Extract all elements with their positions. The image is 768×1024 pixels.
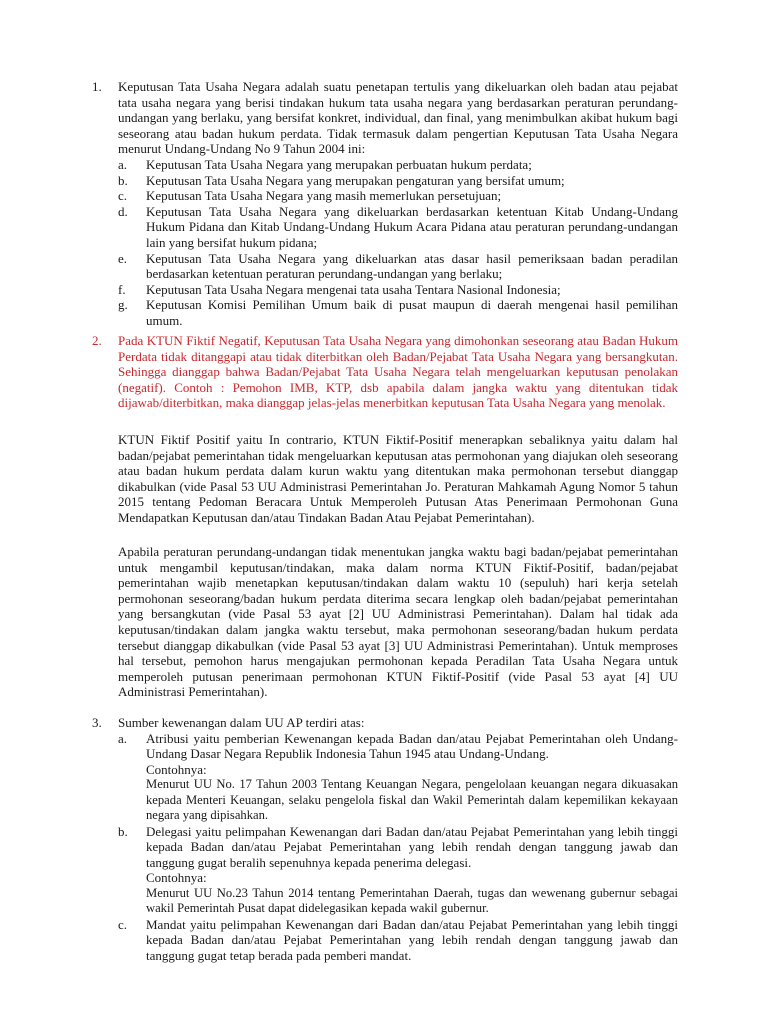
example-label: Contohnya:: [146, 761, 207, 777]
list-item-2: [92, 333, 678, 411]
sub-item-1e: e. Keputusan Tata Usaha Negara yang dikeluarkan atas dasar hasil pemeriksaan badan peradilan berdasarkan ketentuan peraturan perundang-undangan yang berlaku;: [118, 250, 678, 282]
item-number: 2.: [92, 333, 102, 348]
ktun-fiktif-positif-paragraph: KTUN Fiktif Positif yaitu In contrario, KTUN Fiktif-Positif menerapkan sebaliknya yaitu dalam hal badan/pejabat pemerintahan tidak mengeluarkan keputusan atas permohonan yang diajukan oleh seseorang atau badan hukum perdata dalam kurun waktu yang ditentukan maka permohonan tersebut dianggap dikabulkan (vide Pasal 53 UU Administrasi Pemerintahan Jo. Peraturan Mahkamah Agung Nomor 5 tahun 2015 tentang Pedoman Beracara Untuk Memperoleh Putusan Atas Penerimaan Permohonan Guna Mendapatkan Keputusan dan/atau Tindakan Badan Atau Pejabat Pemerintahan).: [118, 432, 678, 525]
item-number: 1.: [92, 79, 102, 94]
sub-item-3b: b. Delegasi yaitu pelimpahan Kewenangan dari Badan dan/atau Pejabat Pemerintahan yang lebih tinggi kepada Badan dan/atau Pejabat Pemerintahan yang lebih rendah dengan tanggung jawab dan tanggung gugat beralih sepenuhnya kepada penerima delegasi.: [118, 823, 678, 870]
item-3-intro: Sumber kewenangan dalam UU AP terdiri atas:: [118, 715, 365, 730]
example-text: Menurut UU No. 17 Tahun 2003 Tentang Keuangan Negara, pengelolaan keuangan negara dikuasakan kepada Menteri Keuangan, selaku pengelola fiskal dan Wakil Pemerintah dalam kepemilikan kekayaan negara yang dipisahkan.: [146, 777, 678, 823]
sub-item-3a: a. Atribusi yaitu pemberian Kewenangan kepada Badan dan/atau Pejabat Pemerintahan oleh Undang- Undang Dasar Negara Republik Indonesia Tahun 1945 atau Undang-Undang.: [118, 730, 678, 762]
sub-item-1g: g. Keputusan Komisi Pemilihan Umum baik di pusat maupun di daerah mengenai hasil pemilihan umum.: [118, 297, 678, 328]
ktun-fiktif-positif-block: [92, 432, 678, 526]
sub-item-1a: a. Keputusan Tata Usaha Negara yang merupakan perbuatan hukum perdata;: [118, 156, 532, 172]
sub-item-1f: f. Keputusan Tata Usaha Negara mengenai tata usaha Tentara Nasional Indonesia;: [118, 281, 561, 297]
sub-item-3c: c. Mandat yaitu pelimpahan Kewenangan dari Badan dan/atau Pejabat Pemerintahan yang lebih tinggi kepada Badan dan/atau Pejabat Pemerintahan yang lebih rendah dengan tanggung jawab dan tanggung gugat tetap berada pada pemberi mandat.: [118, 916, 678, 963]
jangka-waktu-paragraph: Apabila peraturan perundang-undangan tidak menentukan jangka waktu bagi badan/pejabat pemerintahan untuk mengambil keputusan/tindakan, maka dalam norma KTUN Fiktif-Positif, badan/pejabat pemerintahan wajib menetapkan keputusan/tindakan dalam waktu 10 (sepuluh) hari kerja setelah permohonan seseorang/badan hukum perdata diterima secara lengkap oleh badan/pejabat pemerintahan yang bersangkutan (vide Pasal 53 ayat [2] UU Administrasi Pemerintahan). Dalam hal tidak ada keputusan/tindakan dalam jangka waktu tersebut, maka permohonan seseorang/badan hukum perdata tersebut dianggap dikabulkan (vide Pasal 53 ayat [3] UU Administrasi Pemerintahan). Untuk memproses hal tersebut, pemohon harus mengajukan permohonan kepada Peradilan Tata Usaha Negara untuk memperoleh putusan penerimaan permohonan KTUN Fiktif-Positif (vide Pasal 53 ayat [4] UU Administrasi Pemerintahan).: [118, 544, 678, 700]
sub-item-1d: d. Keputusan Tata Usaha Negara yang dikeluarkan berdasarkan ketentuan Kitab Undang-Undang Hukum Pidana dan Kitab Undang-Undang Hukum Acara Pidana atau peraturan perundang-undangan lain yang bersifat hukum pidana;: [118, 203, 678, 250]
item-1-intro: Keputusan Tata Usaha Negara adalah suatu penetapan tertulis yang dikeluarkan oleh badan atau pejabat tata usaha negara yang berisi tindakan hukum tata usaha negara yang berdasarkan peraturan perundang-undangan yang berlaku, yang bersifat konkret, individual, dan final, yang menimbulkan akibat hukum bagi seseorang atau badan hukum perdata. Tidak termasuk dalam pengertian Keputusan Tata Usaha Negara menurut Undang-Undang No 9 Tahun 2004 ini:: [118, 79, 678, 157]
jangka-waktu-block: [92, 544, 678, 700]
list-item-1: [92, 79, 678, 329]
list-item-3: [92, 715, 678, 964]
example-text: Menurut UU No.23 Tahun 2014 tentang Pemerintahan Daerah, tugas dan wewenang gubernur sebagai wakil Pemerintah Pusat dapat didelegasikan kepada wakil gubernur.: [146, 885, 678, 916]
example-label: Contohnya:: [146, 870, 207, 886]
sub-item-1b: b. Keputusan Tata Usaha Negara yang merupakan pengaturan yang bersifat umum;: [118, 172, 565, 188]
ktun-fiktif-negatif-paragraph: Pada KTUN Fiktif Negatif, Keputusan Tata Usaha Negara yang dimohonkan seseorang atau Badan Hukum Perdata tidak ditanggapi atau tidak diterbitkan oleh Badan/Pejabat Tata Usaha Negara yang bersangkutan. Sehingga dianggap bahwa Badan/Pejabat Tata Usaha Negara telah mengeluarkan keputusan penolakan (negatif). Contoh : Pemohon IMB, KTP, dsb apabila dalam jangka waktu yang ditentukan tidak dijawab/diterbitkan, maka dianggap jelas-jelas menerbitkan keputusan Tata Usaha Negara yang menolak.: [118, 333, 678, 411]
item-number: 3.: [92, 715, 102, 730]
sub-item-1c: c. Keputusan Tata Usaha Negara yang masih memerlukan persetujuan;: [118, 188, 502, 204]
